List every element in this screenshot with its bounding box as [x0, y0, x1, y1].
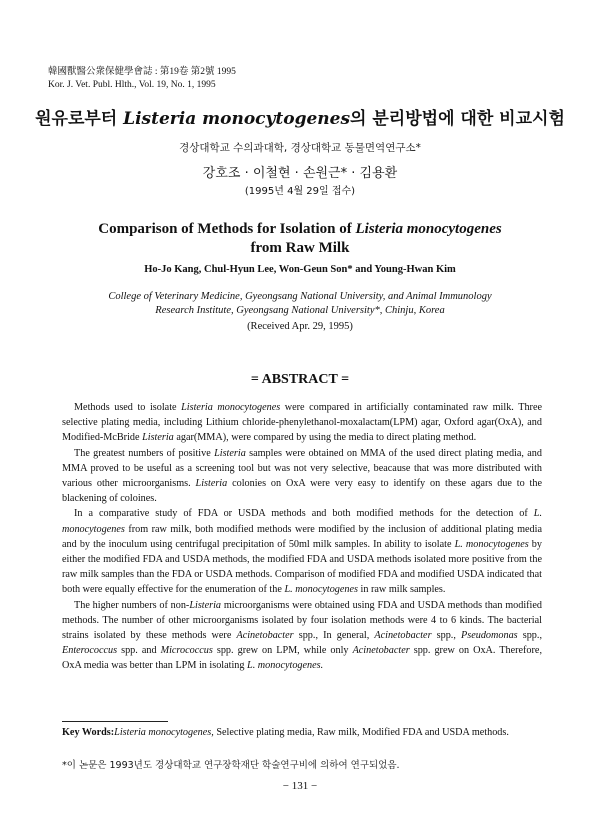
footnote: *이 논문은 1993년도 경상대학교 연구장학재단 학술연구비에 의하여 연구되었음. [62, 760, 400, 771]
abstract-paragraph [62, 506, 542, 597]
keywords-label: Key Words: [62, 727, 115, 738]
text-run: spp., [431, 630, 462, 642]
text-run: spp., [517, 630, 542, 642]
korean-title-pre: 원유로부터 [35, 109, 124, 129]
korean-authors: 강호조 · 이철현 · 손원근* · 김용환 [202, 166, 398, 181]
text-run: microorganisms were obtained using FDA and USDA methods than modified methods. The number of other microorganisms isolated by four isolation methods were 4 to 6 kinds. The bacterial strains isolated by these methods were [62, 599, 543, 642]
italic-term: L. monocytogenes [62, 508, 542, 535]
text-run: by either the modified FDA and USDA methods, the modified FDA and USDA methods isolated more positive from the raw milk samples than the FDA or USDA methods. Comparison of modified FDA and modified USDA indicated that both were equally effective for the enumeration of the [62, 538, 542, 596]
english-affiliation-line1: College of Veterinary Medicine, Gyeongsang National University, and Animal Immunology [108, 291, 492, 302]
text-run: agar(MMA), were compared by using the media to direct plating method. [173, 432, 477, 444]
italic-term: Acinetobacter [236, 630, 294, 642]
italic-term: Acinetobacter [374, 630, 432, 642]
italic-term: Pseudomonas [461, 630, 518, 642]
journal-header [48, 66, 236, 92]
korean-title-species: Listeria monocytogenes [123, 109, 351, 129]
text-run: samples were obtained on MMA of the used direct plating media, and MMA proved to be useful as a screening tool but was not very selective, beacause that was more distributed with various other microorganisms. [62, 447, 542, 490]
text-run: from raw milk, both modified methods were modified by the inclusion of additional plating media and by the inoculum using centrifugal precipitation of 50ml milk samples. In ability to isolate [62, 523, 542, 550]
journal-header-korean: 韓國獸醫公衆保健學會誌 : 第19卷 第2號 1995 [48, 67, 236, 77]
page-number: − 131 − [282, 780, 318, 792]
italic-term: Listeria [195, 478, 228, 490]
journal-header-english: Kor. J. Vet. Publ. Hlth., Vol. 19, No. 1, 1995 [48, 80, 216, 90]
italic-term: L. monocytogenes [284, 584, 358, 596]
english-authors: Ho-Jo Kang, Chul-Hyun Lee, Won-Geun Son* and Young-Hwan Kim [144, 264, 456, 275]
italic-term: L. monocytogenes [454, 538, 529, 550]
text-run: spp. grew on LPM, while only [212, 645, 353, 657]
text-run: Methods used to isolate [74, 402, 182, 413]
english-title [0, 220, 600, 258]
abstract-paragraph [62, 446, 542, 507]
text-run: colonies on OxA were very easy to identify on these agars due to the blackening of coloines. [62, 478, 543, 505]
english-affiliation [0, 290, 600, 318]
italic-term: Micrococcus [160, 645, 213, 657]
english-title-line2: from Raw Milk [250, 240, 350, 256]
footnote-divider [62, 721, 168, 722]
english-title-species: Listeria monocytogenes [355, 221, 502, 237]
text-run: were compared in artificially contaminated raw milk. Three selective plating media, including Lithium chloride-phenylethanol-moxalactam(LPM) agar, Oxford agar(OxA), and Modified-McBride [62, 402, 542, 444]
korean-title-post: 의 분리방법에 대한 비교시험 [350, 109, 565, 129]
english-affiliation-line2: Research Institute, Gyeongsang National University*, Chinju, Korea [155, 305, 445, 316]
english-received-date: (Received Apr. 29, 1995) [247, 321, 353, 332]
text-run: The greatest numbers of positive [74, 447, 215, 459]
english-title-pre: Comparison of Methods for Isolation of [98, 221, 356, 237]
italic-term: Listeria monocytogenes [181, 402, 281, 413]
text-run: spp. grew on OxA. Therefore, OxA media was better than LPM in isolating [62, 645, 542, 672]
italic-term: Listeria [214, 447, 246, 459]
abstract-paragraph [62, 598, 542, 674]
text-run: in raw milk samples. [358, 584, 446, 596]
english-title-line1 [0, 220, 600, 239]
text-run: spp. and [117, 645, 161, 657]
abstract-heading: = ABSTRACT = [250, 372, 350, 387]
italic-term: Listeria [189, 599, 222, 611]
abstract-paragraph [62, 400, 542, 446]
korean-title [0, 104, 600, 129]
text-run: In a comparative study of FDA or USDA methods and both modified methods for the detection of [74, 508, 534, 520]
korean-affiliation: 경상대학교 수의과대학, 경상대학교 동물면역연구소* [179, 142, 421, 154]
keywords-list: Selective plating media, Raw milk, Modified FDA and USDA methods. [213, 727, 509, 738]
text-run: spp., In general, [293, 630, 375, 642]
korean-received-date: (1995년 4월 29일 접수) [244, 186, 356, 197]
text-run: The higher numbers of non- [74, 599, 190, 611]
keywords-species: Listeria monocytogenes, [114, 727, 214, 738]
italic-term: Acinetobacter [352, 645, 410, 657]
keywords [62, 725, 542, 740]
abstract-body [62, 400, 542, 674]
italic-term: Enterococcus [62, 645, 118, 657]
italic-term: Listeria [142, 432, 174, 444]
italic-term: L. monocytogenes. [247, 660, 324, 672]
